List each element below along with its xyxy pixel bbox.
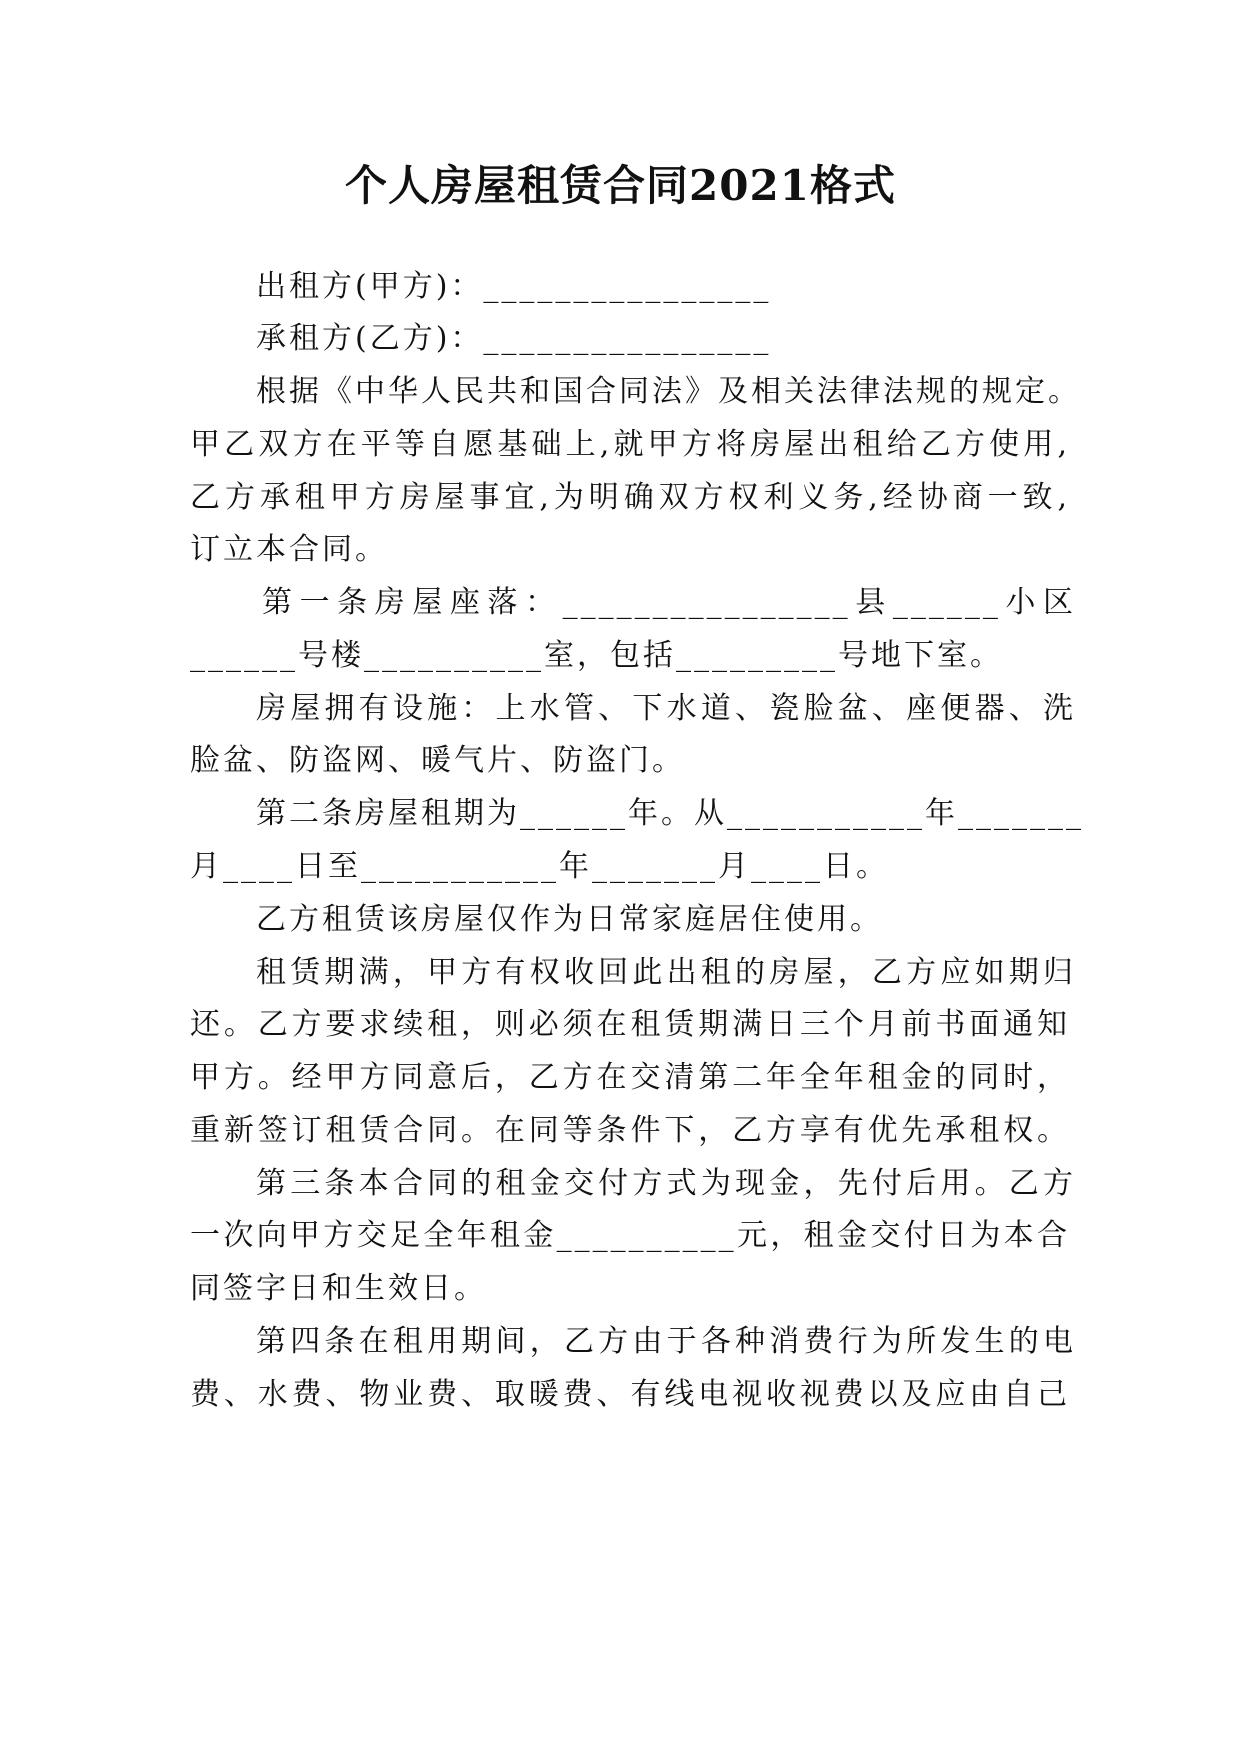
paragraph-line: 还。乙方要求续租，则必须在租赁期满日三个月前书面通知	[190, 1007, 1070, 1042]
facilities-line: 房屋拥有设施：上水管、下水道、瓷脸盆、座便器、洗	[256, 691, 1076, 726]
document-title: 个人房屋租赁合同2021格式	[345, 161, 896, 210]
paragraph-line: 根据《中华人民共和国合同法》及相关法律法规的规定。	[256, 374, 1081, 409]
paragraph-line: 乙方承租甲方房屋事宜,为明确双方权利义务,经协商一致,	[190, 480, 1070, 515]
paragraph-line: 租赁期满，甲方有权收回此出租的房屋，乙方应如期归	[256, 955, 1076, 990]
article-1-line: 第一条房屋座落：________________县______小区	[262, 585, 1076, 620]
article-2-line: 第二条房屋租期为______年。从___________年_______	[256, 796, 1084, 831]
article-3-line: 同签字日和生效日。	[190, 1271, 487, 1306]
article-1-line: ______号楼__________室，包括_________号地下室。	[190, 638, 1003, 673]
paragraph-line: 订立本合同。	[190, 532, 388, 567]
paragraph-line: 甲乙双方在平等自愿基础上,就甲方将房屋出租给乙方使用,	[190, 427, 1070, 462]
lessee-line: 承租方(乙方)：________________	[256, 321, 772, 356]
article-4-line: 第四条在租用期间，乙方由于各种消费行为所发生的电	[256, 1324, 1076, 1359]
paragraph-line: 甲方。经甲方同意后，乙方在交清第二年全年租金的同时，	[190, 1060, 1070, 1095]
article-3-line: 第三条本合同的租金交付方式为现金，先付后用。乙方	[256, 1166, 1076, 1201]
paragraph-line: 重新签订租赁合同。在同等条件下，乙方享有优先承租权。	[190, 1113, 1070, 1148]
article-2-line: 月____日至___________年_______月____日。	[190, 849, 889, 884]
article-3-line: 一次向甲方交足全年租金__________元，租金交付日为本合	[190, 1218, 1070, 1253]
article-4-line: 费、水费、物业费、取暖费、有线电视收视费以及应由自己	[190, 1377, 1070, 1412]
lessor-line: 出租方(甲方)：________________	[256, 269, 772, 304]
paragraph-line: 乙方租赁该房屋仅作为日常家庭居住使用。	[256, 902, 883, 937]
facilities-line: 脸盆、防盗网、暖气片、防盗门。	[190, 743, 685, 778]
